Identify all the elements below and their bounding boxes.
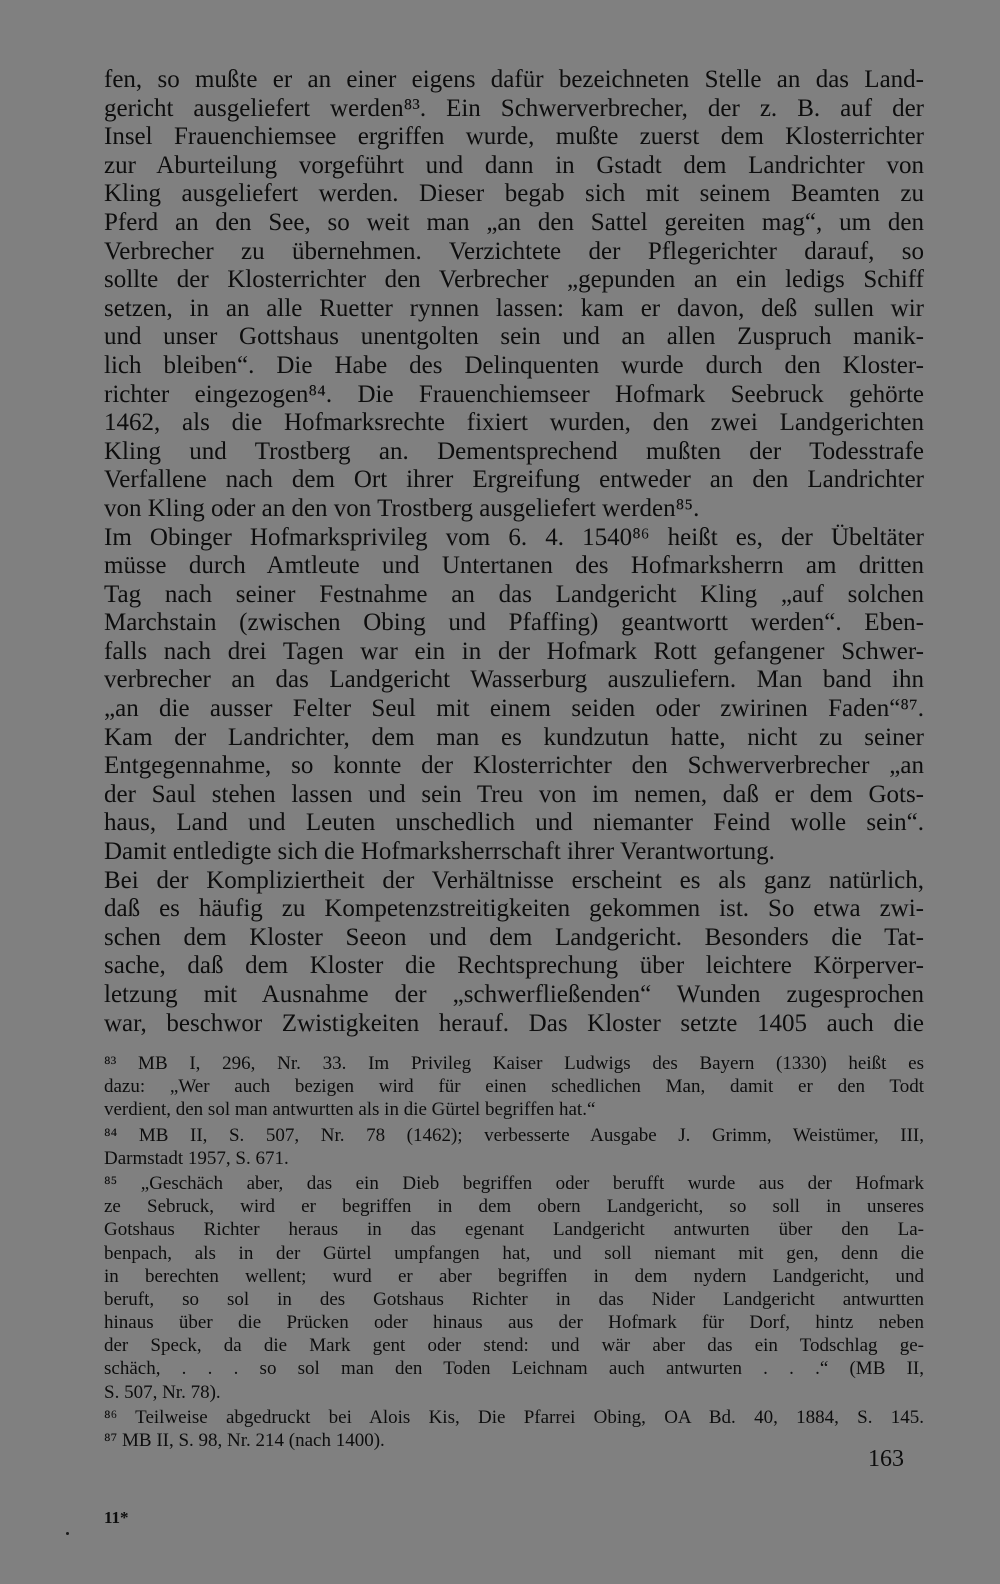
text-line: Im Obinger Hofmarksprivileg vom 6. 4. 1540⁸⁶ heißt es, der Übeltäter bbox=[104, 523, 924, 551]
text-line: zur Aburteilung vorgeführt und dann in Gstadt dem Landrichter von bbox=[104, 151, 924, 179]
footnote-line: ⁸⁵ „Geschäch aber, das ein Dieb begriffen oder berufft wurde aus der Hofmark bbox=[104, 1172, 924, 1194]
footnote-line: ⁸⁶ Teilweise abgedruckt bei Alois Kis, Die Pfarrei Obing, OA Bd. 40, 1884, S. 145. bbox=[104, 1406, 924, 1428]
page-number: 163 bbox=[868, 1446, 904, 1472]
text-line: verbrecher an das Landgericht Wasserburg auszuliefern. Man band ihn bbox=[104, 666, 924, 694]
footnote-line: ⁸³ MB I, 296, Nr. 33. Im Privileg Kaiser Ludwigs des Bayern (1330) heißt es bbox=[104, 1053, 924, 1074]
main-text bbox=[104, 66, 924, 1038]
text-line: Entgegennahme, so konnte der Klosterrichter den Schwerverbrecher „an bbox=[104, 752, 924, 780]
footnote-line: Gotshaus Richter heraus in das egenant Landgericht antwurten über den La- bbox=[104, 1219, 924, 1241]
text-line: daß es häufig zu Kompetenzstreitigkeiten gekommen ist. So etwa zwi- bbox=[104, 895, 924, 923]
text-line: schen dem Kloster Seeon und dem Landgericht. Besonders die Tat- bbox=[104, 923, 924, 951]
signature-mark: 11* bbox=[104, 1508, 129, 1527]
footnote-line: Darmstadt 1957, S. 671. bbox=[104, 1147, 289, 1169]
text-line: sollte der Klosterrichter den Verbrecher „gepunden an ein ledigs Schiff bbox=[104, 266, 924, 294]
footnote-line: S. 507, Nr. 78). bbox=[104, 1381, 221, 1403]
text-line: Verfallene nach dem Ort ihrer Ergreifung entweder an den Landrichter bbox=[104, 466, 924, 494]
footnote-line: ze Sebruck, wird er begriffen in dem obern Landgericht, so soll in unseres bbox=[104, 1196, 924, 1218]
footnotes bbox=[104, 1052, 924, 1452]
text-line: falls nach drei Tagen war ein in der Hofmark Rott gefangener Schwer- bbox=[104, 637, 924, 665]
footnote-line: dazu: „Wer auch bezigen wird für einen schedlichen Man, damit er den Todt bbox=[104, 1076, 924, 1098]
footnote-line: der Speck, da die Mark gent oder stend: und wär aber das ein Todschlag ge- bbox=[104, 1335, 924, 1357]
footnote-line: schäch, . . . so sol man den Toden Leichnam auch antwurten . . .“ (MB II, bbox=[104, 1358, 924, 1380]
text-line: müsse durch Amtleute und Untertanen des Hofmarksherrn am dritten bbox=[104, 552, 924, 580]
text-line: und unser Gottshaus unentgolten sein und an allen Zuspruch manik- bbox=[104, 323, 924, 351]
text-line: letzung mit Ausnahme der „schwerfließenden“ Wunden zugesprochen bbox=[104, 981, 924, 1008]
text-line: Verbrecher zu übernehmen. Verzichtete der Pflegerichter darauf, so bbox=[104, 237, 924, 265]
text-line: 1462, als die Hofmarksrechte fixiert wurden, den zwei Landgerichten bbox=[104, 409, 924, 437]
text-line: fen, so mußte er an einer eigens dafür bezeichneten Stelle an das Land- bbox=[104, 66, 924, 93]
text-line: Kam der Landrichter, dem man es kundzutun hatte, nicht zu seiner bbox=[104, 723, 924, 751]
text-line: Insel Frauenchiemsee ergriffen wurde, mußte zuerst dem Klosterrichter bbox=[104, 123, 924, 151]
text-line: richter eingezogen⁸⁴. Die Frauenchiemseer Hofmark Seebruck gehörte bbox=[104, 380, 924, 408]
text-line: war, beschwor Zwistigkeiten herauf. Das Kloster setzte 1405 auch die bbox=[104, 1009, 924, 1037]
text-line: der Saul stehen lassen und sein Treu von im nemen, daß er dem Gots- bbox=[104, 780, 924, 808]
text-line: „an die ausser Felter Seul mit einem seiden oder zwirinen Faden“⁸⁷. bbox=[104, 695, 924, 723]
text-line: lich bleiben“. Die Habe des Delinquenten wurde durch den Kloster- bbox=[104, 351, 924, 379]
text-line: Marchstain (zwischen Obing und Pfaffing) geantwortt werden“. Eben- bbox=[104, 609, 924, 637]
footnote-line: ⁸⁴ MB II, S. 507, Nr. 78 (1462); verbesserte Ausgabe J. Grimm, Weistümer, III, bbox=[104, 1124, 924, 1146]
dust-speck bbox=[66, 1532, 69, 1535]
text-line: Kling ausgeliefert werden. Dieser begab sich mit seinem Beamten zu bbox=[104, 180, 924, 208]
text-line: von Kling oder an den von Trostberg ausgeliefert werden⁸⁵. bbox=[104, 494, 700, 522]
text-line: sache, daß dem Kloster die Rechtsprechung über leichtere Körperver- bbox=[104, 952, 924, 980]
footnote-line: verdient, den sol man antwurtten als in die Gürtel begriffen hat.“ bbox=[104, 1099, 596, 1121]
text-line: gericht ausgeliefert werden⁸³. Ein Schwerverbrecher, der z. B. auf der bbox=[104, 94, 924, 122]
text-line: Damit entledigte sich die Hofmarksherrschaft ihrer Verantwortung. bbox=[104, 838, 775, 866]
footnote-line: beruft, so sol in des Gotshaus Richter in das Nider Landgericht antwurtten bbox=[104, 1288, 924, 1310]
footnote-line: hinaus über die Prücken oder hinaus aus der Hofmark für Dorf, hintz neben bbox=[104, 1312, 924, 1334]
text-line: Pferd an den See, so weit man „an den Sattel gereiten mag“, um den bbox=[104, 208, 924, 236]
text-line: Tag nach seiner Festnahme an das Landgericht Kling „auf solchen bbox=[104, 580, 924, 608]
footnote-line: ⁸⁷ MB II, S. 98, Nr. 214 (nach 1400). bbox=[104, 1430, 385, 1451]
text-line: Bei der Kompliziertheit der Verhältnisse erscheint es als ganz natürlich, bbox=[104, 866, 924, 894]
text-line: haus, Land und Leuten unschedlich und niemanter Feind wolle sein“. bbox=[104, 809, 924, 837]
text-line: Kling und Trostberg an. Dementsprechend mußten der Todesstrafe bbox=[104, 437, 924, 465]
footnote-line: in berechten wellent; wurd er aber begriffen in dem nydern Landgericht, und bbox=[104, 1265, 924, 1287]
footnote-line: benpach, als in der Gürtel umpfangen hat, und soll niemant mit gen, denn die bbox=[104, 1242, 924, 1264]
text-line: setzen, in an alle Ruetter rynnen lassen: kam er davon, deß sullen wir bbox=[104, 294, 924, 322]
